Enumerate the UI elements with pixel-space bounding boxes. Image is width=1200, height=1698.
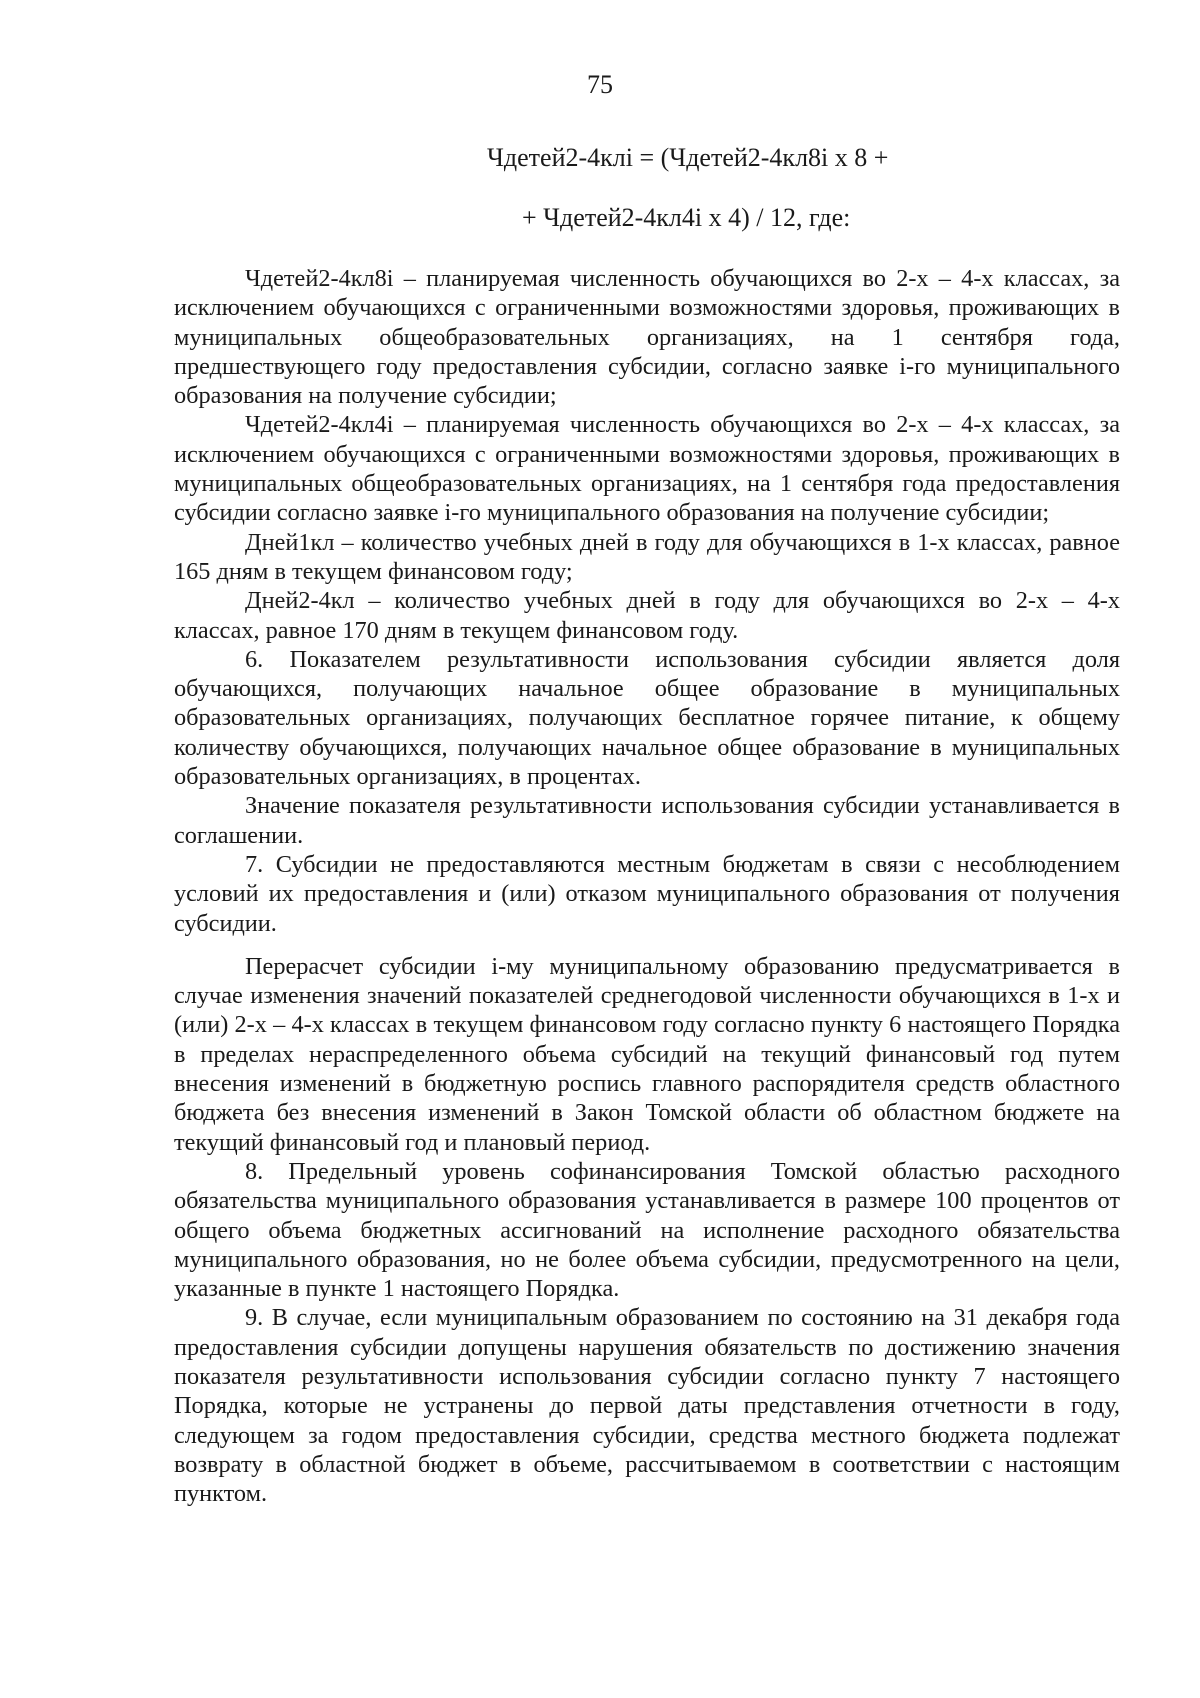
body-text xyxy=(174,264,1120,1508)
paragraph-def-4i: Чдетей2-4кл4i – планируемая численность обучающихся во 2-х – 4-х классах, за исключением обучающихся с ограниченными возможностями здоровья, проживающих в муниципальных общеобразовательных организациях, на 1 сентября года предоставления субсидии согласно заявке i-го муниципального образования на получение субсидии; xyxy=(174,411,1120,527)
paragraph-item-9: 9. В случае, если муниципальным образованием по состоянию на 31 декабря года предоставления субсидии допущены нарушения обязательств по достижению значения показателя результативности использования субсидии согласно пункту 7 настоящего Порядка, которые не устранены до первой даты представления отчетности в году, следующем за годом предоставления субсидии, средства местного бюджета подлежат возврату в областной бюджет в объеме, рассчитываемом в соответствии с настоящим пунктом. xyxy=(174,1304,1120,1508)
page-number: 75 xyxy=(587,70,613,99)
paragraph-item-7: 7. Субсидии не предоставляются местным бюджетам в связи с несоблюдением условий их предоставления и (или) отказом муниципального образования от получения субсидии. xyxy=(174,850,1120,937)
paragraph-item-6: 6. Показателем результативности использования субсидии является доля обучающихся, получающих начальное общее образование в муниципальных образовательных организациях, получающих бесплатное горячее питание, к общему количеству обучающихся, получающих начальное общее образование в муниципальных образовательных организациях, в процентах. xyxy=(174,645,1120,791)
paragraph-item-8: 8. Предельный уровень софинансирования Томской областью расходного обязательства муниципального образования устанавливается в размере 100 процентов от общего объема бюджетных ассигнований на исполнение расходного обязательства муниципального образования, но не более объема субсидии, предусмотренного на цели, указанные в пункте 1 настоящего Порядка. xyxy=(174,1157,1120,1303)
formula-line-2: + Чдетей2-4кл4i x 4) / 12, где: xyxy=(522,203,851,232)
paragraph-def-days1: Дней1кл – количество учебных дней в году для обучающихся в 1-х классах, равное 165 дням в текущем финансовом году; xyxy=(174,528,1120,585)
paragraph-item-6-value: Значение показателя результативности использования субсидии устанавливается в соглашении. xyxy=(174,792,1120,849)
paragraph-recalculation: Перерасчет субсидии i-му муниципальному образованию предусматривается в случае изменения значений показателей среднегодовой численности обучающихся в 1-х и (или) 2-х – 4-х классах в текущем финансовом году согласно пункту 6 настоящего Порядка в пределах нераспределенного объема субсидий на текущий финансовый год путем внесения изменений в бюджетную роспись главного распорядителя средств областного бюджета без внесения изменений в Закон Томской области об областном бюджете на текущий финансовый год и плановый период. xyxy=(174,952,1120,1156)
formula-line-1: Чдетей2-4клi = (Чдетей2-4кл8i x 8 + xyxy=(487,143,889,172)
paragraph-def-8i: Чдетей2-4кл8i – планируемая численность обучающихся во 2-х – 4-х классах, за исключением обучающихся с ограниченными возможностями здоровья, проживающих в муниципальных общеобразовательных организациях, на 1 сентября года, предшествующего году предоставления субсидии, согласно заявке i-го муниципального образования на получение субсидии; xyxy=(174,265,1120,410)
paragraph-def-days2-4: Дней2-4кл – количество учебных дней в году для обучающихся во 2-х – 4-х классах, равное 170 дням в текущем финансовом году. xyxy=(174,587,1120,644)
